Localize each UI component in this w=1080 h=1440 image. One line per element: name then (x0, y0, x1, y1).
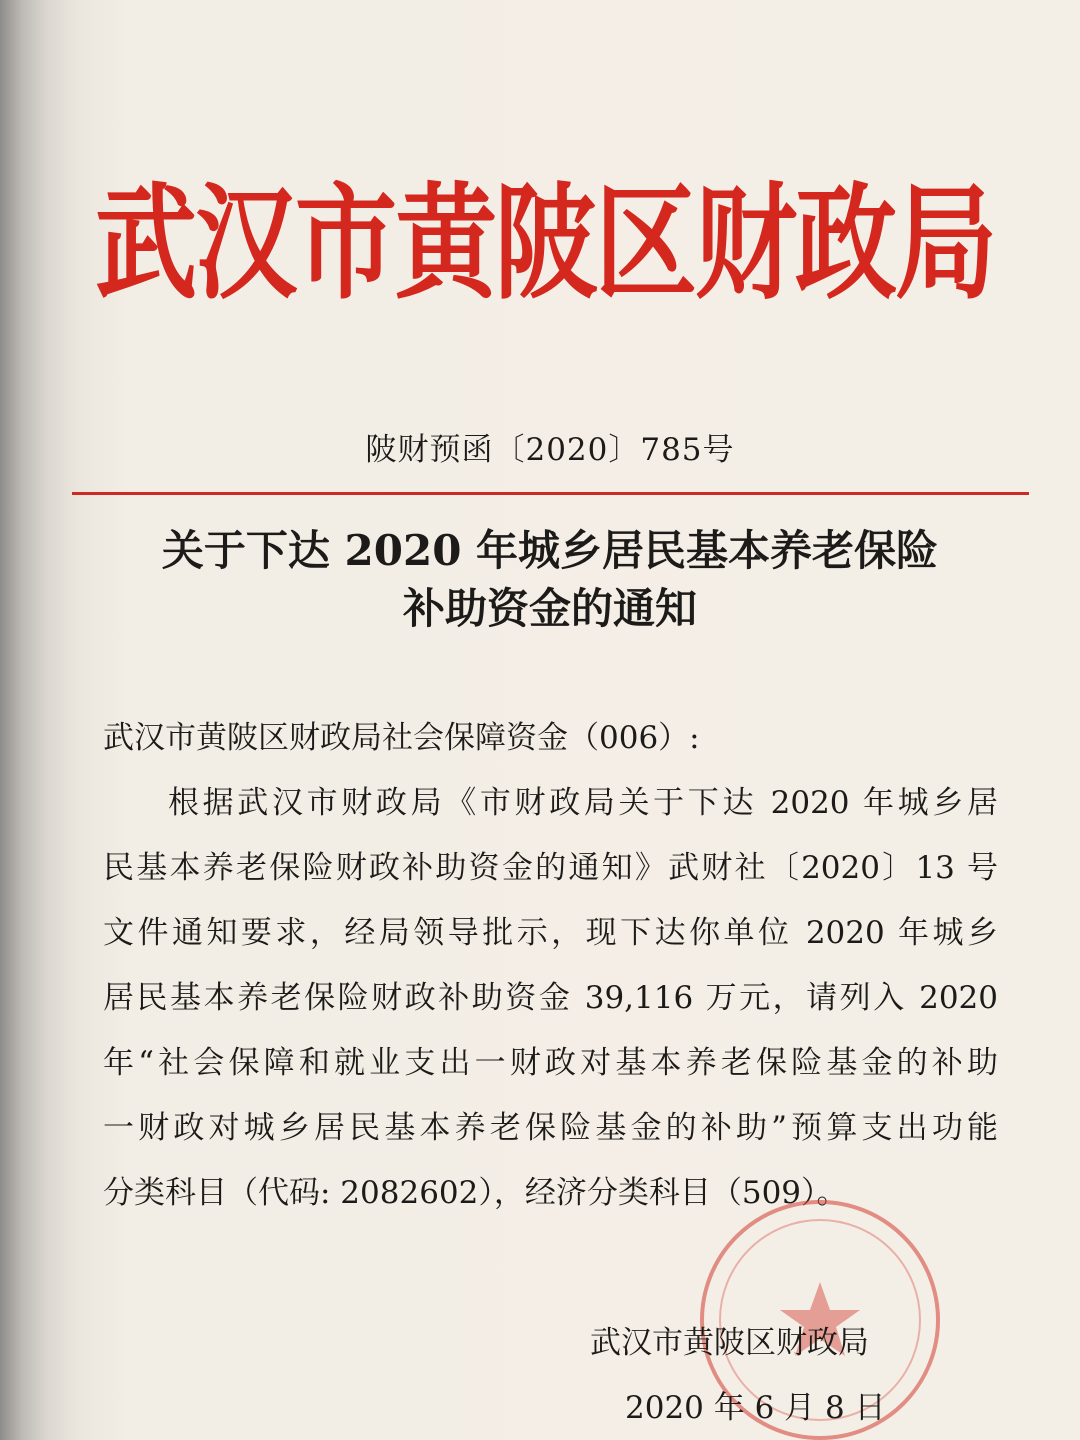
body-line: 民基本养老保险财政补助资金的通知》武财社〔2020〕13 号 (103, 850, 998, 886)
body-line: 文件通知要求，经局领导批示，现下达你单位 2020 年城乡 (103, 915, 998, 951)
body-line: 根据武汉市财政局《市财政局关于下达 2020 年城乡居 (168, 785, 998, 821)
masthead-title: 武汉市黄陂区财政局 (95, 171, 995, 317)
salutation: 武汉市黄陂区财政局社会保障资金（006）: (103, 720, 700, 756)
body-line: 年“社会保障和就业支出一财政对基本养老保险基金的补助 (103, 1045, 998, 1081)
title-line: 关于下达 2020 年城乡居民基本养老保险 (161, 526, 939, 575)
title-line: 补助资金的通知 (402, 584, 697, 633)
signature-org: 武汉市黄陂区财政局 (590, 1325, 869, 1361)
notice-title (90, 522, 1010, 638)
document-number: 陂财预函〔2020〕785号 (365, 432, 735, 468)
body-line: 分类科目（代码: 2082602），经济分类科目（509）。 (103, 1175, 848, 1211)
signature-date: 2020 年 6 月 8 日 (625, 1390, 886, 1426)
body-line: 一财政对城乡居民基本养老保险基金的补助”预算支出功能 (103, 1110, 998, 1146)
red-divider-line (72, 492, 1029, 495)
body-line: 居民基本养老保险财政补助资金 39,116 万元，请列入 2020 (103, 980, 998, 1016)
